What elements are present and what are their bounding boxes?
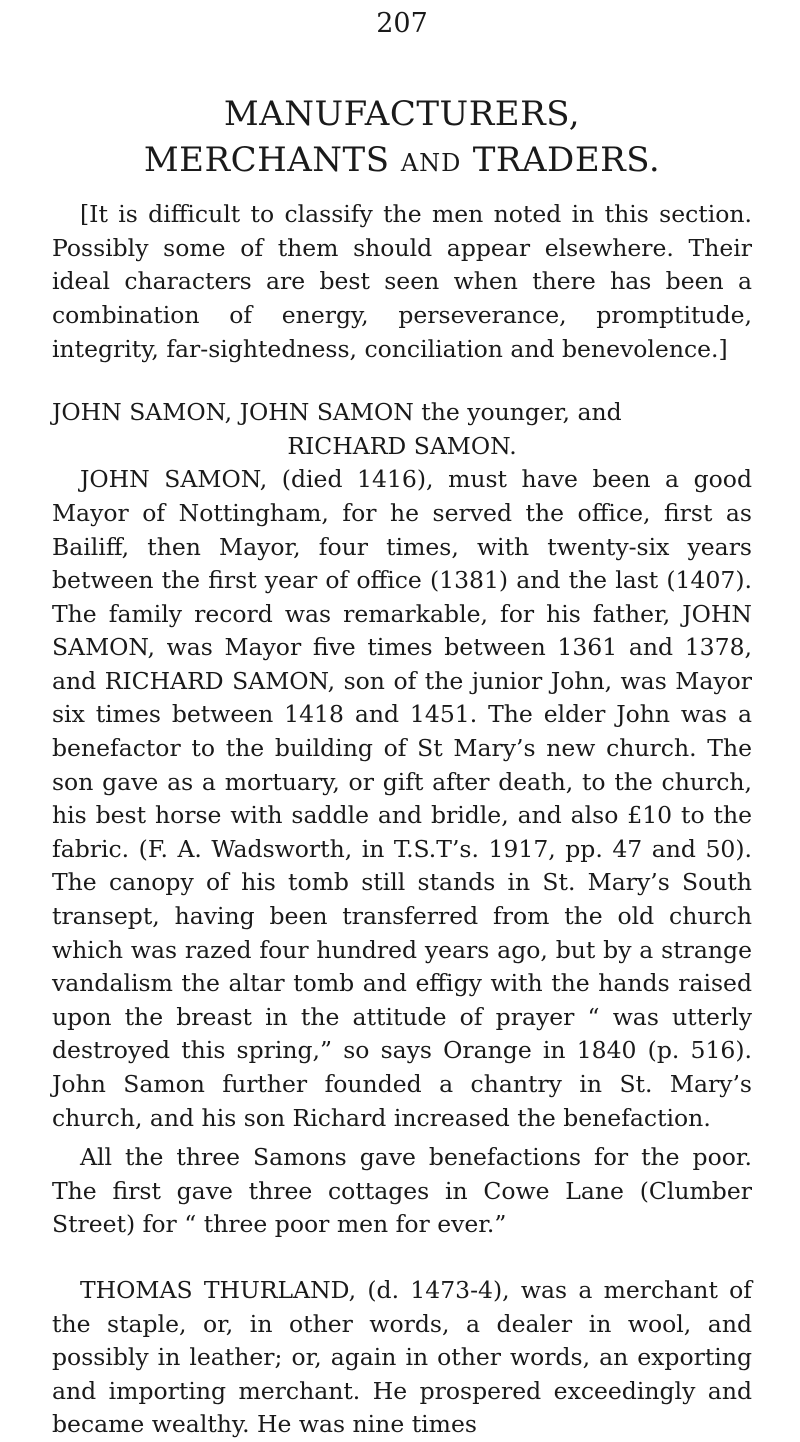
chapter-title-line-2-start: MERCHANTS — [143, 140, 401, 181]
section-heading-samon — [52, 396, 752, 430]
chapter-title-and: AND — [400, 149, 462, 178]
thurland-paragraph-1: THOMAS THURLAND, (d. 1473-4), was a merchant of the staple, or, in other words, a dealer in wool, and possibly in leather; or, again in other words, an exporting and importing merchant. He prospered exceedingly and became wealthy. He was nine times — [52, 1275, 752, 1439]
chapter-title — [52, 92, 752, 184]
chapter-title-line-1: MANUFACTURERS, — [223, 94, 581, 135]
intro-paragraph: [It is difficult to classify the men noted in this section. Possibly some of them should appear elsewhere. Their ideal characters are best seen when there has been a combination of energy, perseverance, promptitude, integrity, far-sightedness, conciliation and benevolence.] — [52, 200, 752, 363]
section-heading-samon-line-1: JOHN SAMON, JOHN SAMON the younger, and — [52, 398, 622, 427]
page-number: 207 — [376, 8, 428, 39]
samon-paragraph-1: JOHN SAMON, (died 1416), must have been a good Mayor of Nottingham, for he served the office, first as Bailiff, then Mayor, four times, with twenty-six years between the first year of office (1381) and the last (1407). The family record was remarkable, for his father, JOHN SAMON, was Mayor five times between 1361 and 1378, and RICHARD SAMON, son of the junior John, was Mayor six times between 1418 and 1451. The elder John was a benefactor to the building of St Mary’s new church. The son gave as a mortuary, or gift after death, to the church, his best horse with saddle and bridle, and also £10 to the fabric. (F. A. Wadsworth, in T.S.T’s. 1917, pp. 47 and 50). The canopy of his tomb still stands in St. Mary’s South transept, having been transferred from the old church which was razed four hundred years ago, but by a strange vandalism the altar tomb and effigy with the hands raised upon the breast in the attitude of prayer “ was utterly destroyed this spring,” so says Orange in 1840 (p. 516). John Samon further founded a chantry in St. Mary’s church, and his son Richard increased the benefaction. — [52, 465, 752, 1132]
samon-paragraph-2: All the three Samons gave benefactions for the poor. The first gave three cottages in Cowe Lane (Clumber Street) for “ three poor men for ever.” — [52, 1143, 752, 1239]
section-heading-samon-line-2: RICHARD SAMON. — [287, 431, 517, 460]
chapter-title-line-2-end: TRADERS. — [461, 140, 661, 181]
